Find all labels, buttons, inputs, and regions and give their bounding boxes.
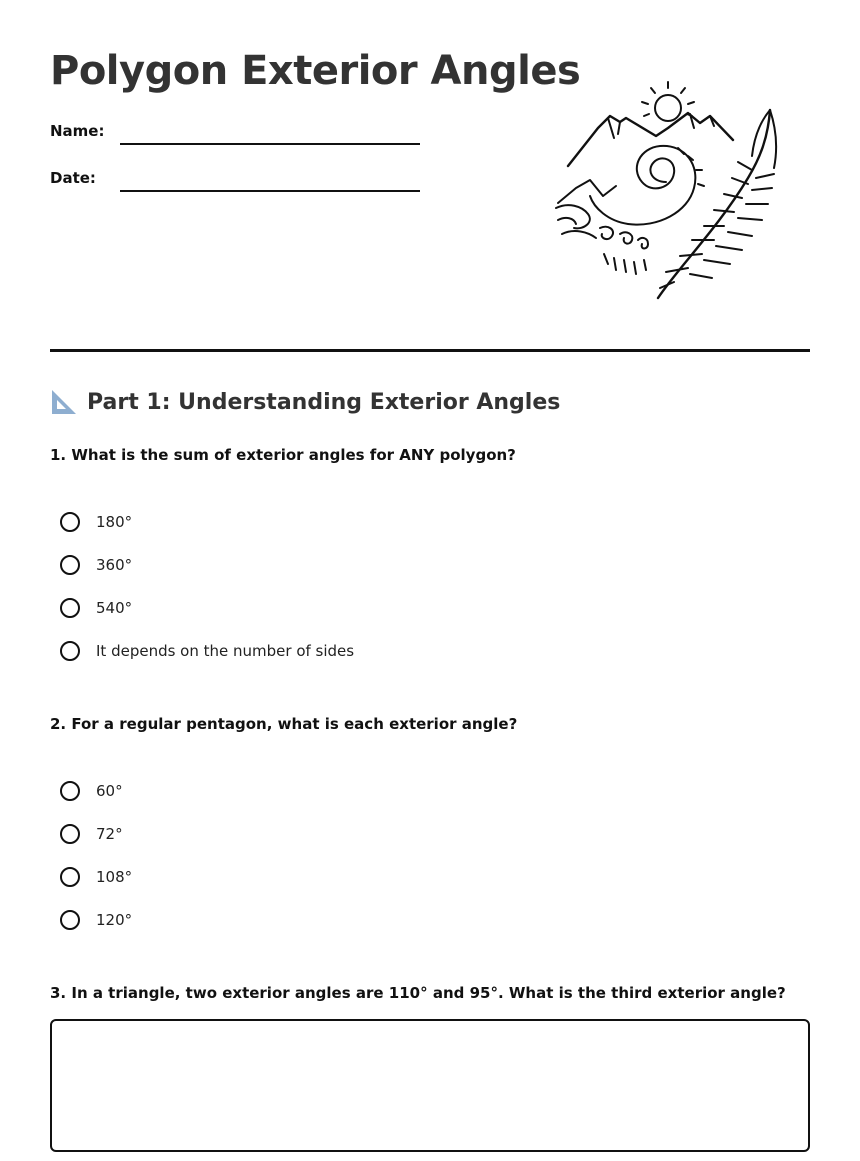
section-divider (50, 349, 810, 352)
sun-icon (655, 95, 681, 121)
option-label: It depends on the number of sides (96, 642, 355, 660)
q1-option-360[interactable] (60, 552, 132, 578)
name-label: Name: (50, 122, 105, 140)
question-1-prompt: 1. What is the sum of exterior angles for ANY polygon? (50, 446, 516, 464)
option-label: 120° (96, 911, 133, 929)
q2-option-60[interactable] (60, 778, 123, 804)
radio-button[interactable] (60, 824, 80, 844)
option-label: 540° (96, 599, 133, 617)
q2-option-108[interactable] (60, 864, 132, 890)
question-2-prompt: 2. For a regular pentagon, what is each exterior angle? (50, 715, 518, 733)
q1-option-180[interactable] (60, 509, 132, 535)
date-label: Date: (50, 169, 96, 187)
option-label: 180° (96, 513, 133, 531)
option-label: 360° (96, 556, 133, 574)
q2-option-120[interactable] (60, 907, 132, 933)
name-field[interactable] (120, 143, 420, 145)
radio-button[interactable] (60, 781, 80, 801)
option-label: 108° (96, 868, 133, 886)
q1-option-depends[interactable] (60, 638, 354, 664)
part1-heading: Part 1: Understanding Exterior Angles (87, 389, 561, 415)
radio-button[interactable] (60, 867, 80, 887)
part1-header (50, 388, 560, 416)
mountain-sun-koru-fern-illustration (548, 78, 798, 308)
option-label: 72° (96, 825, 123, 843)
radio-button[interactable] (60, 910, 80, 930)
q1-option-540[interactable] (60, 595, 132, 621)
radio-button[interactable] (60, 512, 80, 532)
question-3-prompt: 3. In a triangle, two exterior angles are 110° and 95°. What is the third exterior angle? (50, 984, 786, 1002)
option-label: 60° (96, 782, 123, 800)
q3-answer-box[interactable] (50, 1019, 810, 1152)
date-field[interactable] (120, 190, 420, 192)
set-square-icon (50, 388, 78, 416)
radio-button[interactable] (60, 598, 80, 618)
radio-button[interactable] (60, 555, 80, 575)
radio-button[interactable] (60, 641, 80, 661)
worksheet-title: Polygon Exterior Angles (50, 48, 581, 94)
q2-option-72[interactable] (60, 821, 123, 847)
